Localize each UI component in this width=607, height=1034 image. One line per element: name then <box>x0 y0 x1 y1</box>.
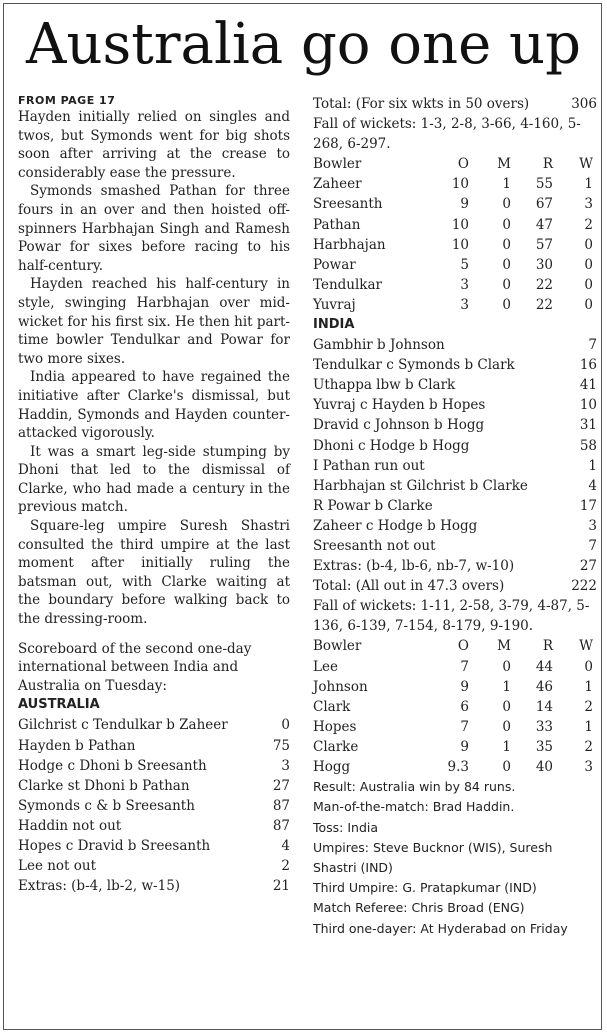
india-heading: INDIA <box>313 317 355 333</box>
batsman: Haddin not out <box>18 817 122 834</box>
batsman: Symonds c & b Sreesanth <box>18 797 195 814</box>
paragraph: It was a smart leg-side stumping by Dhoni that led to the dismissal of Clarke, who had made a century in the previous match. <box>18 443 290 516</box>
batting-row <box>18 836 290 856</box>
bowling-row: Clarke 9 1 35 2 <box>313 738 593 755</box>
bowling-row: Clark 6 0 14 2 <box>313 698 593 715</box>
batsman: Clarke st Dhoni b Pathan <box>18 777 190 794</box>
umpires: Umpires: Steve Bucknor (WIS), Suresh Shastri (IND) <box>313 839 553 875</box>
runs: 87 <box>272 817 290 834</box>
batsman: Tendulkar c Symonds b Clark <box>313 357 515 374</box>
runs: 16 <box>579 357 597 374</box>
man-of-the-match: Man-of-the-match: Brad Haddin. <box>313 799 515 815</box>
batsman: Harbhajan st Gilchrist b Clarke <box>313 477 528 494</box>
bowling-header: Bowler O M R W <box>313 156 593 173</box>
australia-fall-of-wickets: Fall of wickets: 1-3, 2-8, 3-66, 4-160, 5-268, 6-297. <box>313 116 581 153</box>
batsman: R Powar b Clarke <box>313 497 433 514</box>
next-match: Third one-dayer: At Hyderabad on Friday <box>313 920 568 936</box>
australia-bowling-table <box>313 636 597 777</box>
batsman: Hayden b Pathan <box>18 737 136 754</box>
runs: 1 <box>588 457 597 474</box>
runs: 3 <box>588 517 597 534</box>
runs: 10 <box>579 397 597 414</box>
article-column <box>18 94 290 896</box>
paragraph: Square-leg umpire Suresh Shastri consulted the third umpire at the last moment after initially ruling the batsman out, with Clarke waiting at the boundary before walking back to the dressing-room. <box>18 518 290 628</box>
batsman: Hodge c Dhoni b Sreesanth <box>18 757 207 774</box>
paragraph: India appeared to have regained the initiative after Clarke's dismissal, but Haddin, Symonds and Hayden counter-attacked vigorously. <box>18 369 290 442</box>
batting-row <box>18 736 290 756</box>
batting-row <box>313 355 597 375</box>
india-batting <box>313 335 597 576</box>
batting-row <box>313 456 597 476</box>
batsman: I Pathan run out <box>313 457 425 474</box>
batting-row <box>313 516 597 536</box>
bowling-row: Powar 5 0 30 0 <box>313 256 593 273</box>
extras-row <box>18 876 290 896</box>
paragraph: Hayden initially relied on singles and twos, but Symonds went for big shots soon after arriving at the crease to considerably ease the pressure. <box>18 109 290 181</box>
runs: 4 <box>588 477 597 494</box>
runs: 17 <box>579 497 597 514</box>
batsman: Gambhir b Johnson <box>313 337 445 354</box>
batting-row <box>313 536 597 556</box>
batsman: Gilchrist c Tendulkar b Zaheer <box>18 717 228 734</box>
australia-batting <box>18 715 290 896</box>
india-total <box>313 576 597 596</box>
batting-row <box>18 816 290 836</box>
extras: Extras: (b-4, lb-6, nb-7, w-10) <box>313 558 515 575</box>
batting-row <box>313 415 597 435</box>
match-result <box>313 777 597 939</box>
batsman: Lee not out <box>18 858 97 875</box>
australia-heading: AUSTRALIA <box>18 697 100 713</box>
bowling-row: Johnson 9 1 46 1 <box>313 678 593 695</box>
runs: 87 <box>272 797 290 814</box>
runs: 58 <box>579 437 597 454</box>
result-line: Result: Australia win by 84 runs. <box>313 779 516 795</box>
match-referee: Match Referee: Chris Broad (ENG) <box>313 900 525 916</box>
batting-row <box>18 796 290 816</box>
batting-row <box>313 476 597 496</box>
bowling-row: Lee 7 0 44 0 <box>313 658 593 675</box>
bowling-row: Hogg 9.3 0 40 3 <box>313 759 593 775</box>
toss: Toss: India <box>313 819 379 835</box>
batting-row <box>18 715 290 735</box>
runs: 7 <box>588 337 597 354</box>
bowling-row: Harbhajan 10 0 57 0 <box>313 236 593 253</box>
batsman: Yuvraj c Hayden b Hopes <box>313 397 486 414</box>
batting-row <box>313 496 597 516</box>
batsman: Hopes c Dravid b Sreesanth <box>18 837 211 854</box>
scoreboard-intro: Scoreboard of the second one-day international between India and Australia on Tuesday: <box>18 640 252 694</box>
headline: Australia go one up <box>26 12 581 77</box>
bowling-row: Yuvraj 3 0 22 0 <box>313 296 593 313</box>
paragraph: Hayden reached his half-century in style, swinging Harbhajan over mid-wicket for his first six. He then hit part-time bowler Tendulkar and Powar for two more sixes. <box>18 276 290 367</box>
batsman: Uthappa lbw b Clark <box>313 377 456 394</box>
runs: 3 <box>281 757 290 774</box>
total-label: Total: (All out in 47.3 overs) <box>313 578 505 595</box>
runs: 0 <box>281 717 290 734</box>
runs: 75 <box>272 737 290 754</box>
total-runs: 222 <box>571 578 597 595</box>
runs: 2 <box>281 858 290 875</box>
india-bowling-table <box>313 154 597 315</box>
runs: 41 <box>579 377 597 394</box>
batsman: Zaheer c Hodge b Hogg <box>313 517 478 534</box>
batting-row <box>18 756 290 776</box>
bowling-header: Bowler O M R W <box>313 638 593 655</box>
bowling-row: Zaheer 10 1 55 1 <box>313 176 593 193</box>
batting-row <box>313 335 597 355</box>
bowling-row: Hopes 7 0 33 1 <box>313 718 593 735</box>
runs: 21 <box>272 878 290 895</box>
third-umpire: Third Umpire: G. Pratapkumar (IND) <box>313 880 537 896</box>
runs: 4 <box>281 837 290 854</box>
india-fall-of-wickets: Fall of wickets: 1-11, 2-58, 3-79, 4-87, 5-136, 6-139, 7-154, 8-179, 9-190. <box>313 598 590 635</box>
batsman: Dhoni c Hodge b Hogg <box>313 437 470 454</box>
batting-row <box>313 375 597 395</box>
runs: 31 <box>579 417 597 434</box>
bowling-row: Sreesanth 9 0 67 3 <box>313 196 593 213</box>
paragraph: Symonds smashed Pathan for three fours in an over and then hoisted off-spinners Harbhajan Singh and Ramesh Powar for sixes before racing to his half-century. <box>18 183 290 274</box>
runs: 27 <box>272 777 290 794</box>
batting-row <box>313 436 597 456</box>
batting-row <box>313 395 597 415</box>
total-label: Total: (For six wkts in 50 overs) <box>313 96 530 112</box>
bowling-row: Tendulkar 3 0 22 0 <box>313 276 593 293</box>
extras: Extras: (b-4, lb-2, w-15) <box>18 878 181 895</box>
kicker: FROM PAGE 17 <box>18 94 116 107</box>
batsman: Sreesanth not out <box>313 537 436 554</box>
runs: 27 <box>579 558 597 575</box>
batting-row <box>18 856 290 876</box>
extras-row <box>313 556 597 576</box>
runs: 7 <box>588 537 597 554</box>
scoreboard-column <box>313 94 597 939</box>
batsman: Dravid c Johnson b Hogg <box>313 417 485 434</box>
total-runs: 306 <box>571 96 597 112</box>
batting-row <box>18 776 290 796</box>
bowling-row: Pathan 10 0 47 2 <box>313 216 593 233</box>
australia-total <box>313 94 597 114</box>
